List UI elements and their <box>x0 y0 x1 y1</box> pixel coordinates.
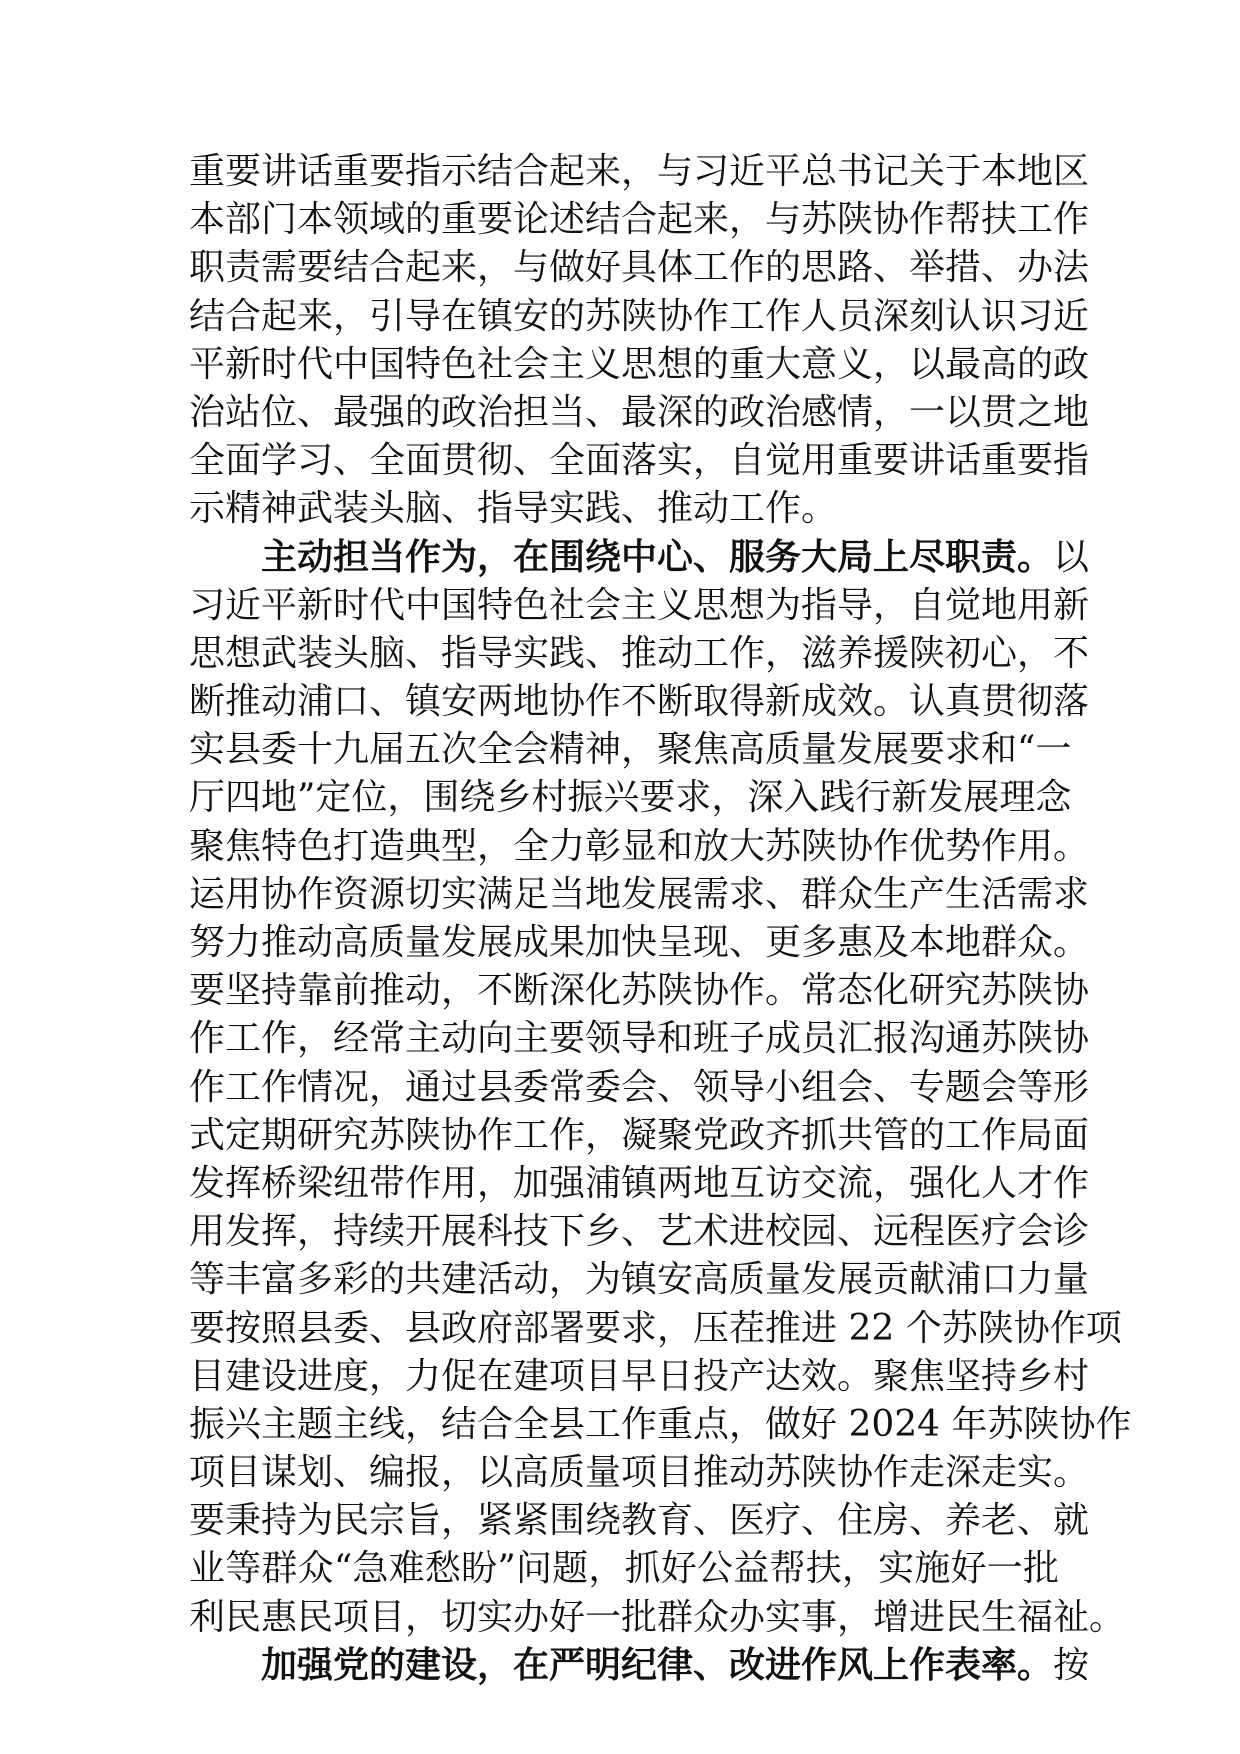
text-line: 项目谋划、编报，以高质量项目推动苏陕协作走深走实。 <box>189 1452 1090 1494</box>
text-line: 示精神武装头脑、指导实践、推动工作。 <box>189 488 838 530</box>
text-line: 思想武装头脑、指导实践、推动工作，滋养援陕初心，不 <box>189 632 1090 674</box>
text-line: 治站位、最强的政治担当、最深的政治感情，一以贯之地 <box>189 391 1090 433</box>
text-line: 发挥桥梁纽带作用，加强浦镇两地互访交流，强化人才作 <box>189 1162 1090 1204</box>
text-line: 作工作，经常主动向主要领导和班子成员汇报沟通苏陕协 <box>189 1018 1090 1060</box>
text-line: 实县委十九届五次全会精神，聚焦高质量发展要求和“一 <box>189 729 1072 771</box>
text-line: 作工作情况，通过县委常委会、领导小组会、专题会等形 <box>189 1066 1090 1108</box>
paragraph-start: 以 <box>1053 536 1090 578</box>
text-line: 厅四地”定位，围绕乡村振兴要求，深入践行新发展理念 <box>189 777 1072 819</box>
text-line: 要按照县委、县政府部署要求，压茬推进 22 个苏陕协作项 <box>189 1307 1122 1349</box>
text-line: 结合起来，引导在镇安的苏陕协作工作人员深刻认识习近 <box>189 295 1090 337</box>
text-line: 式定期研究苏陕协作工作，凝聚党政齐抓共管的工作局面 <box>189 1114 1090 1156</box>
text-line: 要秉持为民宗旨，紧紧围绕教育、医疗、住房、养老、就 <box>189 1500 1090 1542</box>
text-line: 聚焦特色打造典型，全力彰显和放大苏陕协作优势作用。 <box>189 825 1090 867</box>
paragraph-start: 按 <box>1053 1644 1090 1686</box>
text-line: 振兴主题主线，结合全县工作重点，做好 2024 年苏陕协作 <box>189 1403 1132 1445</box>
paragraph-heading-line <box>189 1642 1090 1690</box>
text-line: 努力推动高质量发展成果加快呈现、更多惠及本地群众。 <box>189 922 1090 963</box>
text-line: 运用协作资源切实满足当地发展需求、群众生产生活需求 <box>189 873 1090 915</box>
text-line: 要坚持靠前推动，不断深化苏陕协作。常态化研究苏陕协 <box>189 970 1090 1012</box>
text-line: 等丰富多彩的共建活动，为镇安高质量发展贡献浦口力量 <box>189 1259 1090 1301</box>
text-line: 本部门本领域的重要论述结合起来，与苏陕协作帮扶工作 <box>189 199 1090 241</box>
text-line: 全面学习、全面贯彻、全面落实，自觉用重要讲话重要指 <box>189 440 1090 482</box>
text-line: 习近平新时代中国特色社会主义思想为指导，自觉地用新 <box>189 584 1090 626</box>
text-line: 利民惠民项目，切实办好一批群众办实事，增进民生福祉。 <box>189 1596 1126 1638</box>
text-line: 重要讲话重要指示结合起来，与习近平总书记关于本地区 <box>189 151 1090 192</box>
text-line: 平新时代中国特色社会主义思想的重大意义，以最高的政 <box>189 343 1090 385</box>
text-line: 目建设进度，力促在建项目早日投产达效。聚焦坚持乡村 <box>189 1355 1090 1397</box>
text-line: 断推动浦口、镇安两地协作不断取得新成效。认真贯彻落 <box>189 681 1090 723</box>
paragraph-heading: 加强党的建设，在严明纪律、改进作风上作表率。 <box>261 1644 1054 1686</box>
text-line: 业等群众“急难愁盼”问题，抓好公益帮扶，实施好一批 <box>189 1548 1059 1590</box>
paragraph-heading-line <box>189 534 1090 582</box>
paragraph-heading: 主动担当作为，在围绕中心、服务大局上尽职责。 <box>261 536 1054 578</box>
text-line: 职责需要结合起来，与做好具体工作的思路、举措、办法 <box>189 247 1090 289</box>
body-text <box>189 148 1132 1690</box>
text-line: 用发挥，持续开展科技下乡、艺术进校园、远程医疗会诊 <box>189 1211 1090 1253</box>
